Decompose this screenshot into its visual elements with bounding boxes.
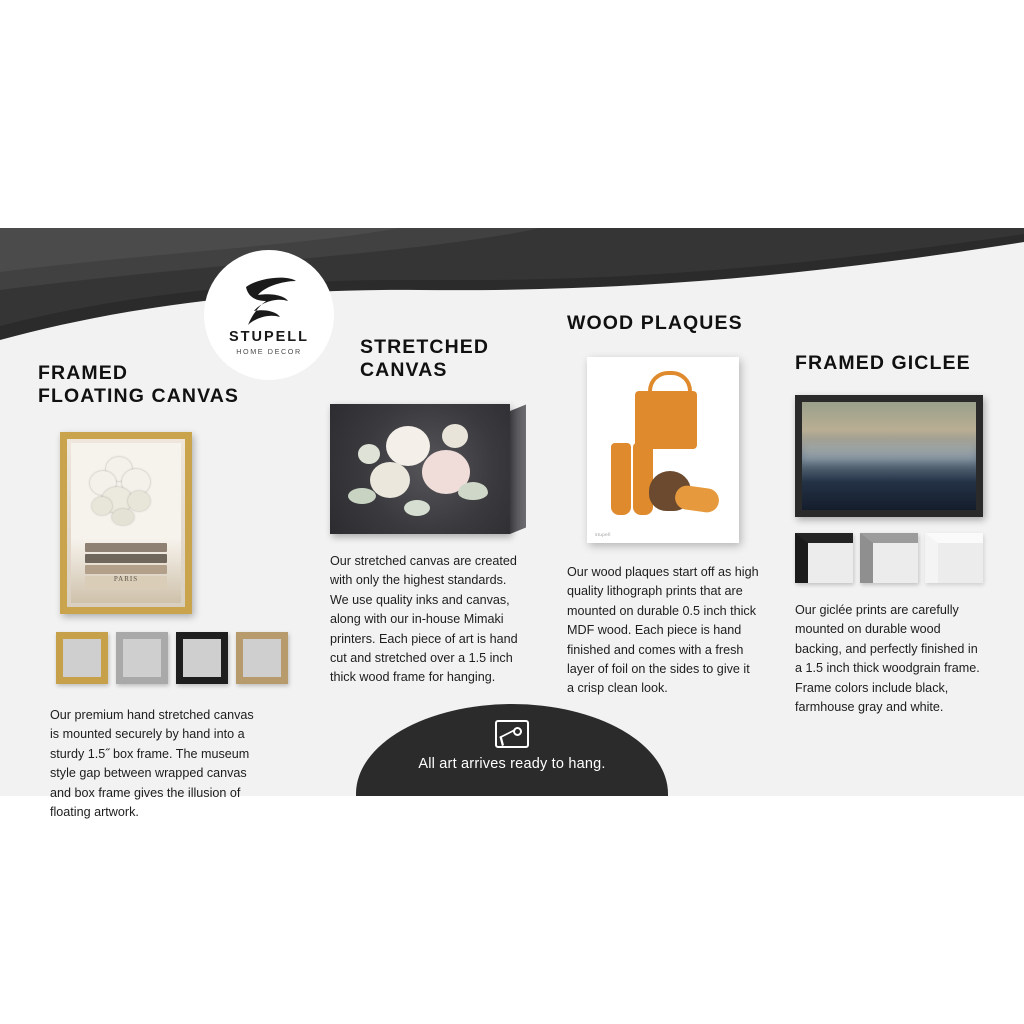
mist-layer [802, 443, 976, 462]
section-title-line1: WOOD PLAQUES [567, 312, 743, 334]
top-wave-decoration [0, 228, 1024, 348]
black-frame-corner-sample [795, 533, 853, 583]
framed-floating-canvas-artwork [60, 432, 192, 614]
section-wood-plaques [567, 312, 767, 699]
wood-frame-swatch [236, 632, 288, 684]
black-frame-swatch [176, 632, 228, 684]
section-stretched-canvas [330, 336, 542, 688]
section-title [360, 336, 542, 382]
book-label: PARIS [113, 575, 139, 583]
boot-graphic-left [611, 443, 631, 515]
brand-name: STUPELL [228, 328, 310, 345]
section-title-line2: FLOATING CANVAS [38, 385, 240, 407]
section-framed-floating-canvas [38, 362, 288, 822]
frame-corner-samples [795, 533, 995, 583]
white-frame-corner-sample [925, 533, 983, 583]
canvas-side-edge [510, 405, 526, 534]
swoosh-logo-icon [238, 275, 300, 327]
picture-frame-icon [495, 720, 529, 748]
ready-to-hang-banner [356, 704, 668, 796]
section-title-line2: CANVAS [360, 359, 448, 381]
gold-frame-swatch [56, 632, 108, 684]
stretched-canvas-artwork [330, 404, 526, 534]
section-description: Our stretched canvas are created with only the highest standards. We use quality inks and canvas, along with our in-house Mimaki printers. Each piece of art is hand cut and stretched over a 1.5 inch thick wood frame for hanging. [330, 554, 518, 685]
hydrangea-bouquet-graphic [88, 457, 164, 529]
artist-signature: stupell [595, 532, 611, 537]
boot-graphic-right [633, 443, 653, 515]
section-title [567, 312, 767, 335]
gray-frame-corner-sample [860, 533, 918, 583]
section-description: Our giclée prints are carefully mounted on durable wood backing, and perfectly finished in a 1.5 inch thick woodgrain frame. Frame colors include black, farmhouse gray and white. [795, 603, 980, 714]
wood-plaque-artwork [587, 357, 739, 543]
brand-logo-badge [204, 250, 334, 380]
section-framed-giclee [795, 352, 995, 717]
ready-to-hang-text: All art arrives ready to hang. [418, 756, 606, 772]
framed-giclee-artwork [795, 395, 983, 517]
dog-graphic [649, 471, 691, 511]
section-title-line1: STRETCHED [360, 336, 490, 358]
section-title [795, 352, 995, 375]
handbag-graphic [635, 391, 697, 449]
frame-color-swatches [56, 632, 288, 684]
section-title-line1: FRAMED GICLEE [795, 352, 971, 374]
brand-tagline: HOME DECOR [236, 346, 302, 356]
section-description: Our wood plaques start off as high quality lithograph prints that are mounted on durable 0.5 inch thick MDF wood. Each piece is hand finished and comes with a fresh layer of foil on the sides to give it a crisp clean look. [567, 565, 759, 696]
stacked-books-graphic [85, 543, 167, 587]
section-title-line1: FRAMED [38, 362, 129, 384]
canvas-face [330, 404, 510, 534]
gray-frame-swatch [116, 632, 168, 684]
section-description: Our premium hand stretched canvas is mounted securely by hand into a sturdy 1.5˝ box frame. The museum style gap between wrapped canvas and box frame gives the illusion of floating artwork. [50, 708, 254, 819]
